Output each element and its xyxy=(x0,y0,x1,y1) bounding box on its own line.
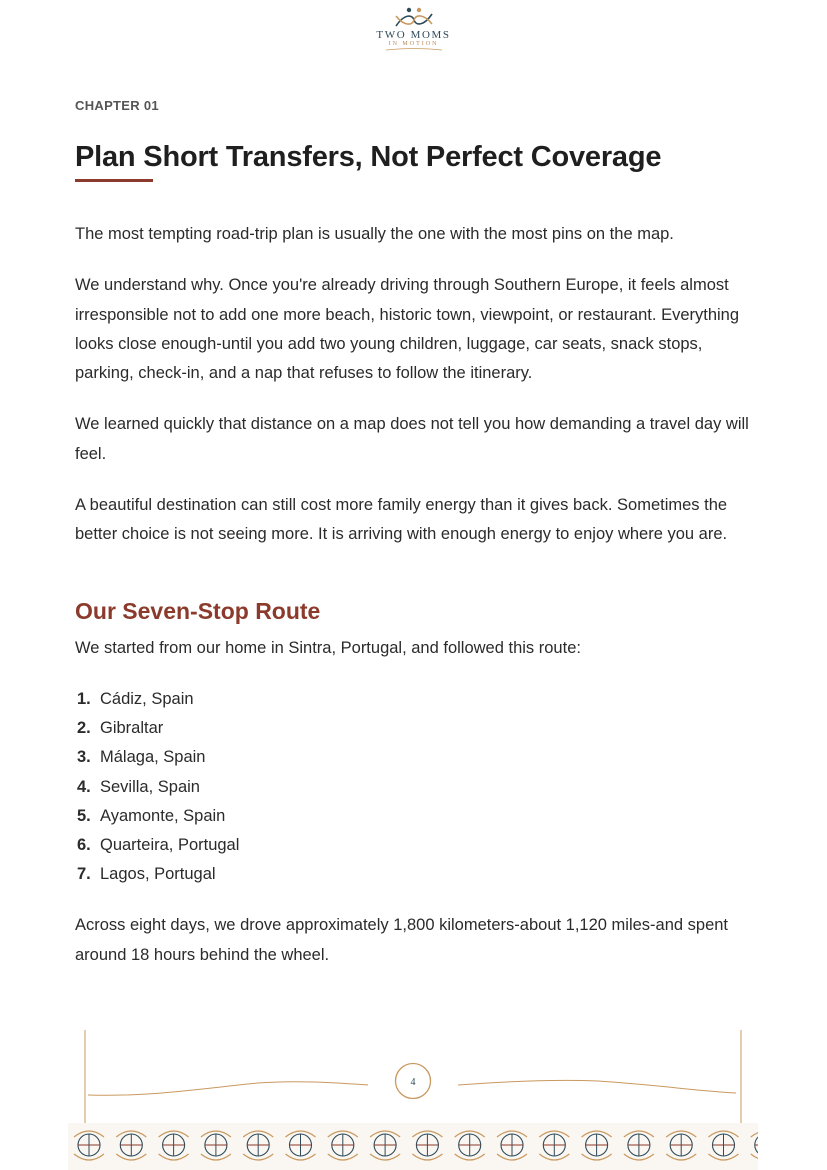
route-list xyxy=(75,685,755,889)
brand-logo xyxy=(0,6,827,52)
list-item-number: 3. xyxy=(77,748,91,767)
list-item xyxy=(75,802,755,831)
route-summary: Across eight days, we drove approximately 1,800 kilometers-about 1,120 miles-and spent around 18 hours behind the wheel. xyxy=(75,916,729,964)
paragraph-2: We understand why. Once you're already driving through Southern Europe, it feels almost irresponsible not to add one more beach, historic town, viewpoint, or restaurant. Everything looks close enough-until you add two young children, luggage, car seats, snack stops, parking, check-in, and a nap that refuses to follow the itinerary. xyxy=(75,276,740,383)
list-item-place: Lagos, Portugal xyxy=(100,865,216,884)
logo-underline-icon xyxy=(384,48,444,52)
list-item-number: 6. xyxy=(77,835,91,854)
list-item-place: Quarteira, Portugal xyxy=(100,835,240,854)
border-wave-left xyxy=(88,1082,368,1096)
list-item-number: 4. xyxy=(77,777,91,796)
compass-band xyxy=(68,1123,758,1170)
logo-tagline: IN MOTION xyxy=(388,41,439,47)
chapter-content xyxy=(75,98,755,970)
medallion-number: 4 xyxy=(410,1077,416,1088)
list-item xyxy=(75,714,755,743)
list-item-number: 5. xyxy=(77,806,91,825)
route-heading: Our Seven-Stop Route xyxy=(75,597,321,624)
list-item-number: 1. xyxy=(77,689,91,708)
logo-figures-icon xyxy=(392,6,436,30)
list-item-place: Ayamonte, Spain xyxy=(100,806,226,825)
paragraph-4: A beautiful destination can still cost more family energy than it gives back. Sometimes the better choice is not seeing more. It is arriving with enough energy to enjoy where you are. xyxy=(75,496,728,544)
list-item xyxy=(75,860,755,889)
list-item-place: Málaga, Spain xyxy=(100,748,206,767)
title-underline xyxy=(75,179,153,182)
list-item xyxy=(75,831,755,860)
paragraph-3: We learned quickly that distance on a map does not tell you how demanding a travel day will feel. xyxy=(75,415,749,463)
route-medallion xyxy=(396,1064,431,1099)
route-intro: We started from our home in Sintra, Portugal, and followed this route: xyxy=(75,638,581,657)
list-item-place: Gibraltar xyxy=(100,719,164,738)
list-item-place: Sevilla, Spain xyxy=(100,777,200,796)
logo-brand-text: TWO MOMS xyxy=(376,29,451,41)
chapter-title: Plan Short Transfers, Not Perfect Coverage xyxy=(75,141,662,173)
paragraph-1: The most tempting road-trip plan is usually the one with the most pins on the map. xyxy=(75,225,674,243)
list-item-number: 2. xyxy=(77,719,91,738)
list-item-number: 7. xyxy=(77,865,91,884)
border-wave-right xyxy=(458,1080,736,1093)
list-item xyxy=(75,685,755,714)
decorative-route-border xyxy=(68,1025,758,1170)
list-item xyxy=(75,773,755,802)
list-item-place: Cádiz, Spain xyxy=(100,689,194,708)
chapter-label: CHAPTER 01 xyxy=(75,98,159,113)
list-item xyxy=(75,743,755,772)
